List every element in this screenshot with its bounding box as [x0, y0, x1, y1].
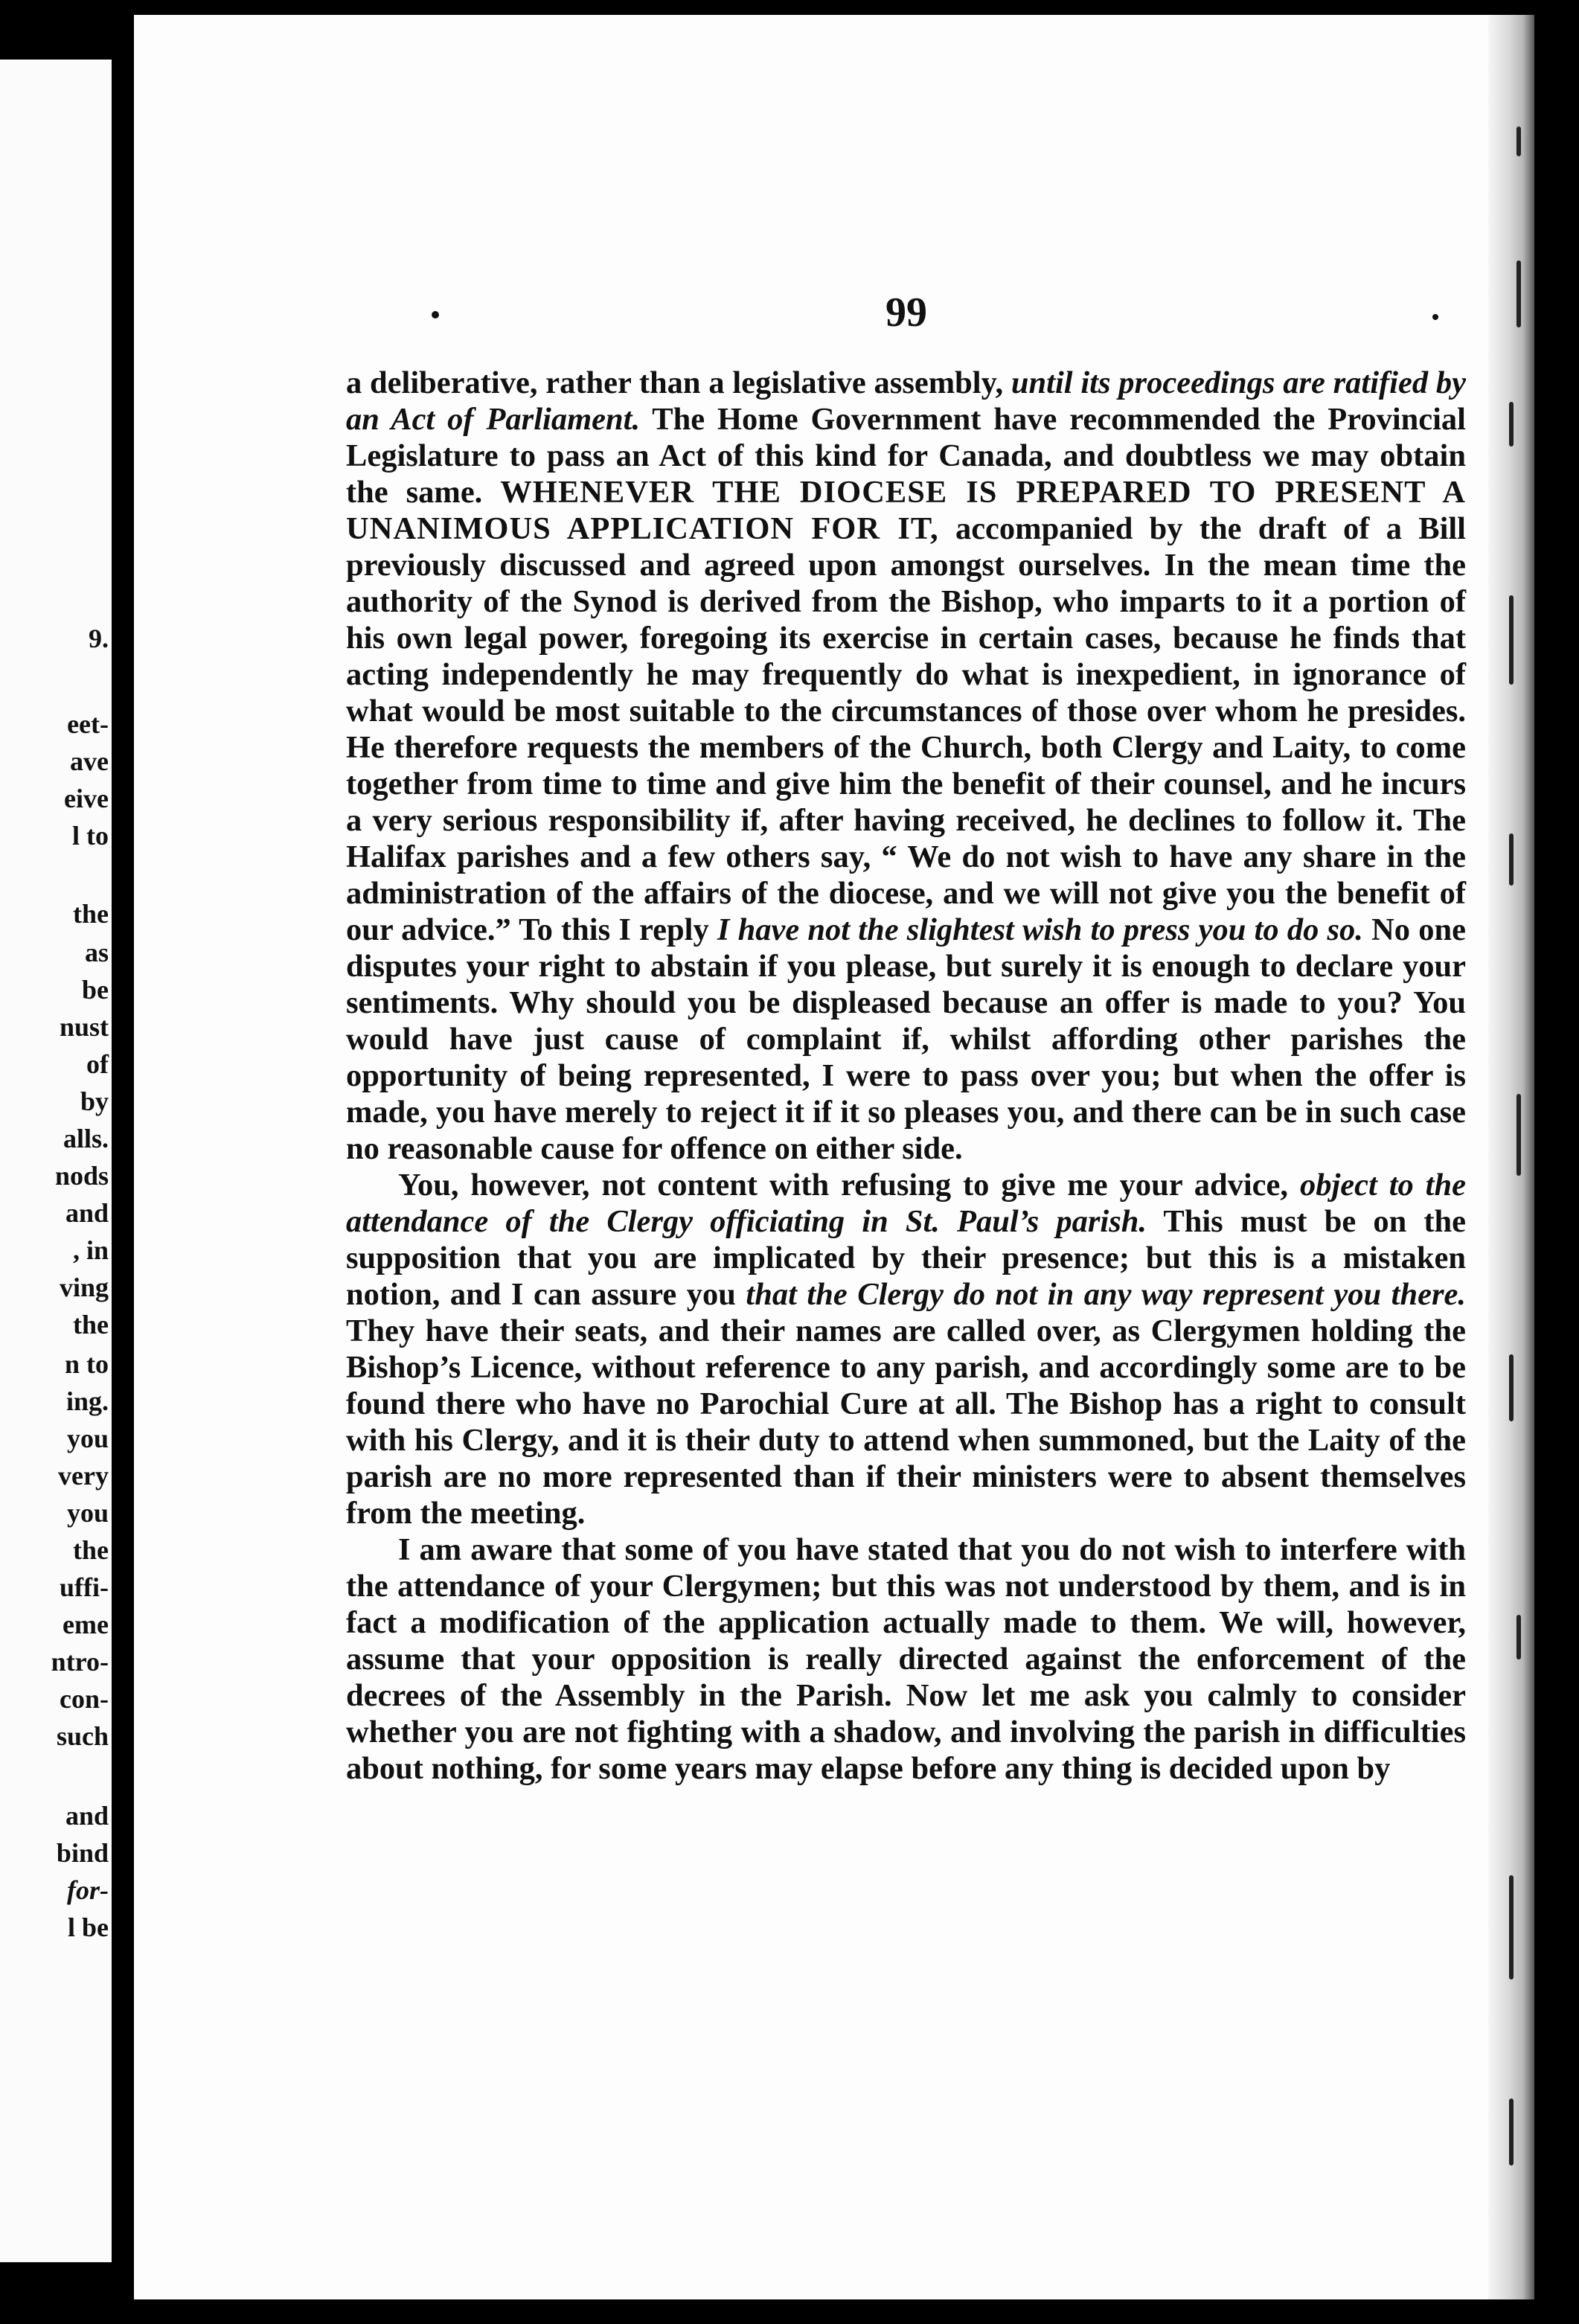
margin-word: the [73, 1535, 109, 1565]
margin-word: bind [56, 1838, 109, 1868]
margin-word: you [66, 1424, 109, 1453]
margin-word: nust [59, 1012, 109, 1042]
edge-speck [1509, 1875, 1514, 1979]
text-run: This must be on the supposition that you are implicated by their presence; but this is a mistaken notion, and I can assure you [346, 1204, 1466, 1312]
text-run: until its proceedings are ratified by an Act of Parliament. [346, 365, 1466, 437]
margin-word: 9. [89, 624, 109, 653]
margin-word: of [86, 1049, 109, 1079]
page-body [346, 365, 1466, 1787]
margin-word: for- [67, 1875, 109, 1905]
margin-word: n to [64, 1349, 109, 1379]
margin-word: be [82, 975, 109, 1005]
margin-word: eet- [67, 709, 109, 739]
margin-word: such [56, 1721, 109, 1751]
text-run: a deliberative, rather than a legislative assembly, [346, 365, 1011, 400]
margin-word: l be [67, 1912, 109, 1942]
paragraph-1 [346, 365, 1466, 1167]
text-run: object to the attendance of the Clergy officiating in St. Paul’s parish. [346, 1168, 1466, 1239]
text-run: The Home Government have recommended the Provincial Legislature to pass an Act of this kind for Canada, and doubtless we may obtain the same. [346, 402, 1466, 510]
margin-word: and [65, 1198, 109, 1228]
edge-speck [1509, 402, 1514, 446]
text-run: WHENEVER THE DIOCESE IS PREPARED TO PRESENT A UNANIMOUS APPLICATION FOR IT, [346, 475, 1466, 546]
facing-page-fragment [0, 60, 112, 2262]
page-edge-shadow [1488, 15, 1534, 2299]
margin-word: eme [63, 1610, 109, 1639]
scanned-page [134, 15, 1534, 2299]
text-run: that the Clergy do not in any way represent you there. [746, 1277, 1466, 1312]
margin-word: con- [60, 1684, 109, 1714]
text-run: No one disputes your right to abstain if you please, but surely it is enough to declare your sentiments. Why should you be displeased because an offer is made to you? You would have just cause of complaint if, whilst affording other parishes the opportunity of being represented, I were to pass over you; but when the offer is made, you have merely to reject it if it so pleases you, and there can be in such case no reasonable cause for offence on either side. [346, 912, 1466, 1166]
margin-word: ave [70, 746, 109, 776]
margin-word: eive [64, 784, 109, 813]
margin-word: uffi- [60, 1572, 109, 1602]
text-run: accompanied by the draft of a Bill previously discussed and agreed upon amongst ourselves. In the mean time the authority of the Synod is derived from the Bishop, who imparts to it a portion of his own legal power, foregoing its exercise in certain cases, because he finds that acting independently he may frequently do what is inexpedient, in ignorance of what would be most suitable to the circumstances of those over whom he presides. He therefore requests the members of the Church, both Clergy and Laity, to come together from time to time and give him the benefit of their counsel, and he incurs a very serious responsibility if, after having received, he declines to follow it. The Halifax parishes and a few others say, “ We do not wish to have any share in the administration of the affairs of the diocese, and we will not give you the benefit of our advice.” To this I reply [346, 511, 1466, 947]
edge-speck [1516, 1094, 1521, 1176]
book-gutter [112, 30, 134, 2285]
margin-word: very [58, 1461, 109, 1491]
edge-speck [1516, 127, 1521, 156]
page-mark-right [1432, 314, 1438, 320]
margin-word: and [65, 1801, 109, 1831]
page-mark-left [432, 311, 439, 318]
margin-word: the [73, 1310, 109, 1339]
margin-word: as [84, 938, 109, 967]
margin-word: the [73, 899, 109, 929]
text-run: I am aware that some of you have stated that you do not wish to interfere with the attendance of your Clergymen; but this was not understood by them, and is in fact a modification of the application actually made to them. We will, however, assume that your opposition is really directed against the enforcement of the decrees of the Assembly in the Parish. Now let me ask you calmly to consider whether you are not fighting with a shadow, and involving the parish in difficulties about nothing, for some years may elapse before any thing is decided upon by [346, 1532, 1466, 1786]
margin-word: l to [72, 821, 109, 851]
page-number: 99 [885, 289, 927, 336]
edge-speck [1509, 833, 1514, 886]
text-run: You, however, not content with refusing to give me your advice, [398, 1168, 1300, 1203]
edge-speck [1509, 1354, 1514, 1421]
edge-speck [1509, 595, 1514, 685]
edge-speck [1516, 1615, 1521, 1659]
paragraph-2 [346, 1167, 1466, 1531]
edge-speck [1516, 260, 1521, 327]
margin-word: you [66, 1498, 109, 1528]
text-run: I have not the slightest wish to press you to do so. [717, 912, 1363, 947]
paragraph-3 [346, 1531, 1466, 1787]
margin-word: ving [59, 1273, 109, 1302]
margin-word: ing. [65, 1386, 109, 1416]
margin-word: nods [54, 1161, 109, 1191]
edge-speck [1509, 2099, 1514, 2165]
margin-word: alls. [63, 1124, 109, 1153]
margin-word: ntro- [51, 1647, 109, 1677]
text-run: They have their seats, and their names are called over, as Clergymen holding the Bishop’s Licence, without reference to any parish, and accordingly some are to be found there who have no Parochial Cure at all. The Bishop has a right to consult with his Clergy, and it is their duty to attend when summoned, but the Laity of the parish are no more represented than if their ministers were to absent themselves from the meeting. [346, 1313, 1466, 1531]
margin-word: , in [72, 1235, 109, 1265]
margin-word: by [80, 1086, 109, 1116]
